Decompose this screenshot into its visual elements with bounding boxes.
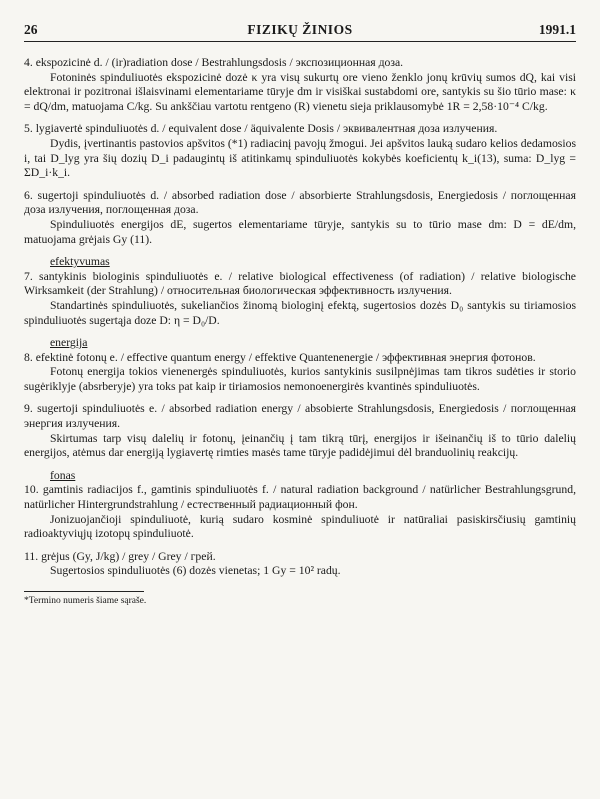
entry-term: 9. sugertoji spinduliuotės e. / absorbed radiation energy / absobierte Strahlungsdosis, Energiedosis / поглощенная энергия излучения. [24, 402, 576, 431]
page-header [24, 22, 576, 40]
section-heading: fonas [50, 468, 76, 482]
entry-term: 6. sugertoji spinduliuotės d. / absorbed radiation dose / absorbierte Strahlungsdosis, Energiedosis / поглощенная доза излучения, поглощенная доза. [24, 188, 576, 217]
entry-6 [24, 189, 576, 247]
journal-title: FIZIKŲ ŽINIOS [247, 22, 353, 37]
entry-term: 7. santykinis biologinis spinduliuotės e. / relative biological effectiveness (of radiation) / relative biologische Wirksamkeit (der Strahlung) / относительная биологическая эффективность излучения. [24, 269, 576, 298]
entry-4 [24, 56, 576, 114]
entry-term: 8. efektinė fotonų e. / effective quantum energy / effektive Quantenenergie / эффективная энергия фотонов. [24, 350, 536, 364]
footnote: *Termino numeris šiame sąraše. [24, 596, 147, 606]
entry-definition: Dydis, įvertinantis pastovios apšvitos (*1) radiacinį pavojų žmogui. Jei apšvitos lauką sudaro kelios dedamosios i, tai D_lyg yra šių dozių D_i padaugintų iš atitinkamų spinduliuotės kokybės koeficientų k_i(13), suma: D_lyg = ΣD_i·k_i. [24, 136, 576, 180]
entry-term: 5. lygiavertė spinduliuotės d. / equivalent dose / äquivalente Dosis / эквивалентная доза излучения. [24, 122, 498, 136]
entry-definition: Spinduliuotės energijos dE, sugertos elementariame tūryje, santykis su to tūrio mase dm: D = dE/dm, matuojama grėjais Gy (11). [24, 217, 576, 246]
section-heading: efektyvumas [50, 255, 110, 269]
entry-definition: Fotoninės spinduliuotės ekspozicinė dozė κ yra visų sukurtų ore vieno ženklo jonų krūvių sumos dQ, kai visi elektronai ir pozitronai išlaisvinami elementariame tūryje dm ir visiškai sustabdomi ore, santykis su šio tūrio mase: κ = dQ/dm, matuojama C/kg. Su ankščiau vartotu rentgeno (R) vienetu sieja priklausomybė 1R = 2,58·10⁻⁴ C/kg. [24, 70, 576, 113]
entry-definition: Standartinės spinduliuotės, sukeliančios žinomą biologinį efektą, sugertosios dozės D₀ santykis su tiriamosios spinduliuotės sugertąja doze D: η = D₀/D. [24, 298, 576, 327]
entry-9 [24, 402, 576, 460]
entry-7 [24, 255, 576, 328]
footnote-rule [24, 591, 144, 592]
entry-5 [24, 122, 576, 180]
entry-term: 11. grėjus (Gy, J/kg) / grey / Grey / грей. [24, 549, 216, 563]
header-rule [24, 41, 576, 42]
entry-definition: Jonizuojančioji spinduliuotė, kurią sudaro kosminė spinduliuotė ir natūraliai pasiskirsčiusių gamtinių radioaktyviųjų izotopų spinduliuotė. [24, 512, 576, 541]
page-number: 26 [24, 22, 38, 37]
entry-11 [24, 550, 576, 579]
entry-term: 10. gamtinis radiacijos f., gamtinis spinduliuotės f. / natural radiation background / natürlicher Bestrahlungsgrund, natürlicher Hintergrundstrahlung / естественный радиационный фон. [24, 483, 576, 512]
issue-label: 1991.1 [538, 22, 576, 37]
entry-definition: Sugertosios spinduliuotės (6) dozės vienetas; 1 Gy = 10² radų. [50, 564, 341, 578]
section-heading: energija [50, 336, 88, 350]
entry-definition: Fotonų energija tokios vienenergės spinduliuotės, kurios santykinis susilpnėjimas tam tikros sudėties ir storio sugėriklyje (absrberyje) yra toks pat kaip ir tiriamosios nemonoenergirės kvantinės spinduliuotės. [24, 365, 576, 393]
entry-definition: Skirtumas tarp visų dalelių ir fotonų, įeinančių į tam tikrą tūrį, energijos ir išeinančių iš to tūrio dalelių energijos, atėmus dar energiją lygiavertę rimties masės tame tūryje padidėjimui dėl branduolinių reakcijų. [24, 431, 576, 460]
glossary-body [24, 56, 576, 609]
entry-term: 4. ekspozicinė d. / (ir)radiation dose / Bestrahlungsdosis / экспозиционная доза. [24, 56, 404, 69]
entry-10 [24, 469, 576, 542]
entry-8 [24, 336, 576, 394]
